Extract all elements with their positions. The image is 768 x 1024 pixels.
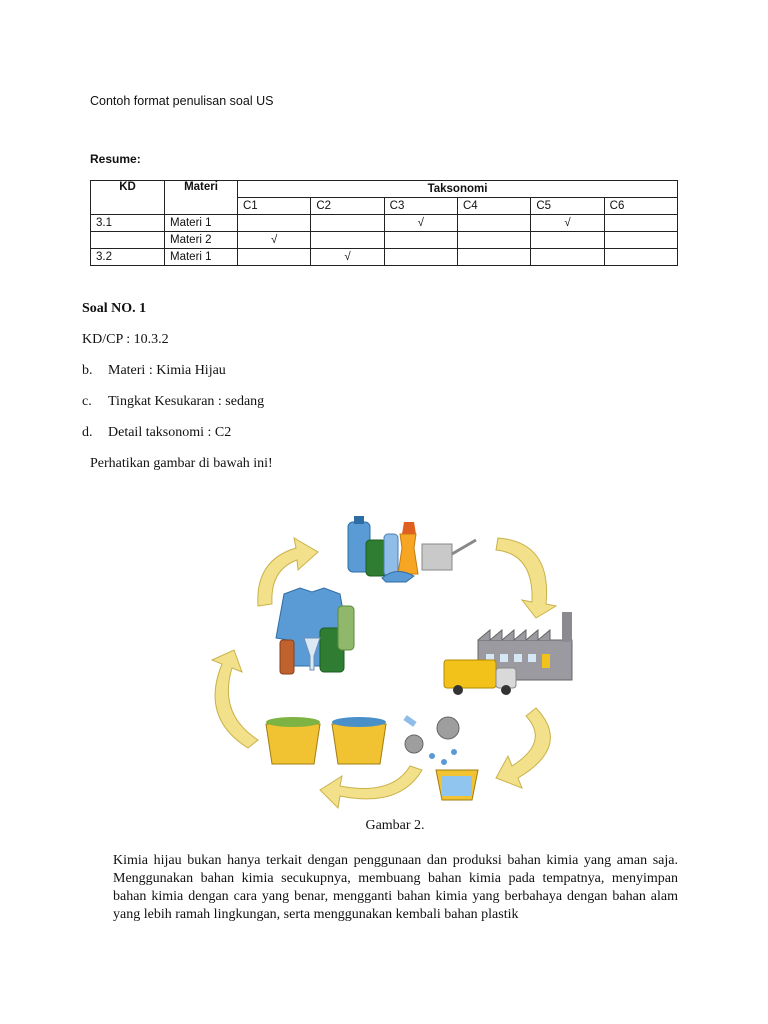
question-title: Soal NO. 1 [82,301,147,316]
check-cell [238,215,311,232]
check-cell [311,232,384,249]
check-cell [531,249,604,266]
row-materi: Materi 1 [165,215,238,232]
header-kd: KD [91,181,165,215]
check-cell [604,232,677,249]
bottles-group [348,516,476,582]
body-paragraph: Kimia hijau bukan hanya terkait dengan penggunaan dan produksi bahan kimia yang aman saja. Menggunakan bahan kimia secukupnya, membuang bahan kimia pada tempatnya, menyimpan bahan kimia dengan cara yang benar, mengganti bahan kimia yang berbahaya dengan bahan alam yang lebih ramah lingkungan, serta menggunakan kembali bahan plastik [113,853,678,922]
arrow-icon [320,766,422,808]
taxonomy-table [90,180,678,266]
gears-icon [405,735,423,753]
spray-bottle-icon [398,534,418,574]
watering-can-icon [422,544,452,570]
item-text: Materi : Kimia Hijau [108,363,226,378]
question-instruction: Perhatikan gambar di bawah ini! [90,456,273,471]
header-taksonomi: Taksonomi [238,181,678,198]
clothes-group [276,588,354,674]
item-marker: c. [82,394,92,409]
factory-group [444,612,572,695]
intro-text: Contoh format penulisan soal US [90,94,274,108]
check-cell [311,215,384,232]
check-cell [604,249,677,266]
item-marker: d. [82,425,93,440]
bottle-icon [384,534,398,576]
resume-label: Resume: [90,152,141,166]
arrow-icon [496,708,550,788]
item-text: Tingkat Kesukaran : sedang [108,394,265,409]
figure-caption: Gambar 2. [365,818,425,833]
table-row [91,232,678,249]
item-text: Detail taksonomi : C2 [108,425,232,440]
check-cell: √ [311,249,384,266]
truck-icon [444,660,496,688]
bottle-icon [338,606,354,650]
level-c5: C5 [531,198,604,215]
table-row [91,215,678,232]
row-kd: 3.1 [91,215,165,232]
check-cell [531,232,604,249]
item-marker: b. [82,363,93,378]
arrow-icon [212,650,258,748]
recycling-cycle-illustration [200,508,580,818]
question-item [82,363,226,379]
level-c4: C4 [457,198,530,215]
check-cell [457,215,530,232]
check-cell [604,215,677,232]
arrow-icon [496,538,556,618]
bottle-icon [280,640,294,674]
check-cell [457,249,530,266]
recycling-bins [266,715,478,800]
check-cell [457,232,530,249]
bottle-icon [366,540,386,576]
question-item [82,394,264,410]
check-cell: √ [531,215,604,232]
row-materi: Materi 1 [165,249,238,266]
level-c1: C1 [238,198,311,215]
level-c3: C3 [384,198,457,215]
row-materi: Materi 2 [165,232,238,249]
bin-icon [332,724,386,764]
table-header-row [91,181,678,198]
header-materi: Materi [165,181,238,215]
check-cell: √ [238,232,311,249]
level-c6: C6 [604,198,677,215]
check-cell [384,232,457,249]
table-row [91,249,678,266]
check-cell: √ [384,215,457,232]
bin-icon [266,724,320,764]
row-kd: 3.2 [91,249,165,266]
check-cell [384,249,457,266]
check-cell [238,249,311,266]
level-c2: C2 [311,198,384,215]
row-kd [91,232,165,249]
question-kd-cp: KD/CP : 10.3.2 [82,332,169,347]
question-item [82,425,231,441]
